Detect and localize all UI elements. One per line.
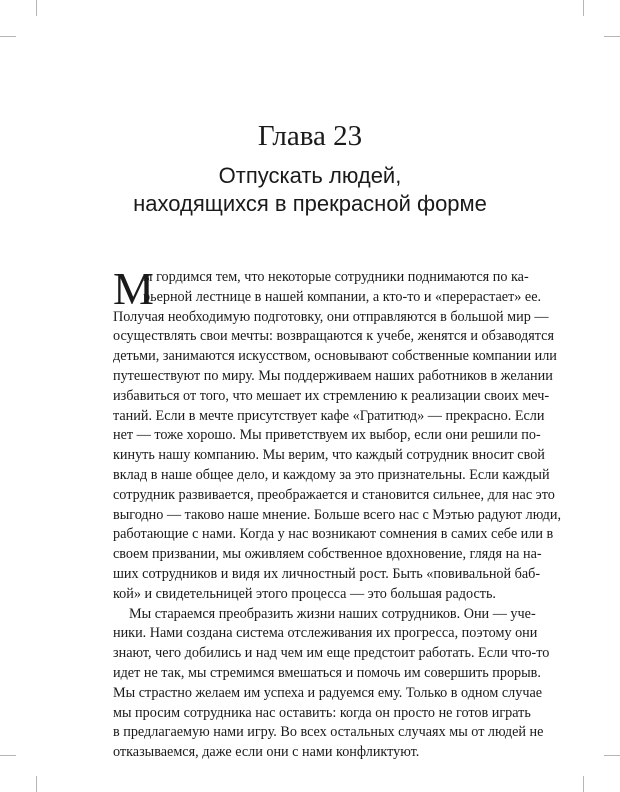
crop-mark-top-right-v (583, 0, 584, 16)
text-line: рьерной лестнице в нашей компании, а кто-то и «перерастает» ее. (143, 288, 542, 305)
text-line: ы гордимся тем, что некоторые сотрудники поднимаются по ка- (143, 269, 529, 285)
text-line: осуществлять свои мечты: возвращаются к учебе, женятся и обзаводятся (113, 328, 554, 345)
text-line: избавиться от того, что мешает их стремлению к реализации своих меч- (113, 387, 550, 404)
paragraph-2 (113, 605, 550, 763)
crop-mark-bottom-left-v (36, 776, 37, 792)
text-line: в предлагаемую нами игру. Во всех остальных случаях мы от людей не (113, 724, 544, 741)
text-line: ших сотрудников и видя их личностный рост. Быть «повивальной баб- (113, 565, 541, 582)
text-line: Получая необходимую подготовку, они отправляются в большой мир — (113, 308, 549, 325)
text-line: выгодно — таково наше мнение. Больше всего нас с Мэтью радуют люди, (113, 506, 561, 523)
drop-cap: М (113, 263, 154, 314)
text-line: Мы страстно желаем им успеха и радуемся ему. Только в одном случае (113, 684, 543, 701)
chapter-title (0, 162, 620, 218)
text-line: своем призвании, мы оживляем собственное вдохновение, глядя на на- (113, 546, 542, 563)
chapter-title-line: находящихся в прекрасной форме (133, 191, 487, 216)
text-line: таний. Если в мечте присутствует кафе «Гратитюд» — прекрасно. Если (113, 407, 545, 424)
body-text (113, 263, 561, 763)
paragraph-1 (113, 263, 561, 605)
chapter-title-line: Отпускать людей, (218, 163, 402, 188)
text-line: вклад в наше общее дело, и каждому за это признательны. Если каждый (113, 466, 550, 483)
text-line: ники. Нами создана система отслеживания их прогресса, поэтому они (113, 625, 538, 642)
text-line: идет не так, мы стремимся вмешаться и помочь им совершить прорыв. (113, 664, 541, 681)
chapter-label: Глава 23 (257, 120, 363, 152)
text-line: кинуть нашу компанию. Мы верим, что каждый сотрудник вносит свой (113, 447, 545, 464)
crop-mark-top-left-v (36, 0, 37, 16)
crop-mark-top-left-h (0, 36, 16, 37)
text-line: отказываемся, даже если они с нами конфликтуют. (113, 744, 420, 761)
text-line: детьми, занимаются искусством, основывают собственные компании или (113, 348, 557, 365)
text-line: Мы стараемся преобразить жизни наших сотрудников. Они — уче- (129, 605, 536, 622)
text-line: сотрудник развивается, преображается и становится сильнее, для нас это (113, 486, 555, 503)
text-line: кой» и свидетельницей этого процесса — это большая радость. (113, 585, 496, 602)
text-line: знают, чего добились и над чем им еще предстоит работать. Если что-то (113, 645, 550, 662)
text-line: нет — тоже хорошо. Мы приветствуем их выбор, если они решили по- (113, 427, 541, 444)
crop-mark-bottom-left-h (0, 755, 16, 756)
crop-mark-bottom-right-v (583, 776, 584, 792)
text-line: мы просим сотрудника нас оставить: когда он просто не готов играть (113, 704, 531, 721)
crop-mark-top-right-h (604, 36, 620, 37)
crop-mark-bottom-right-h (604, 755, 620, 756)
text-line: работающие с нами. Когда у нас возникают сомнения в самих себе или в (113, 526, 554, 543)
text-line: путешествуют по миру. Мы поддерживаем наших работников в желании (113, 367, 553, 384)
